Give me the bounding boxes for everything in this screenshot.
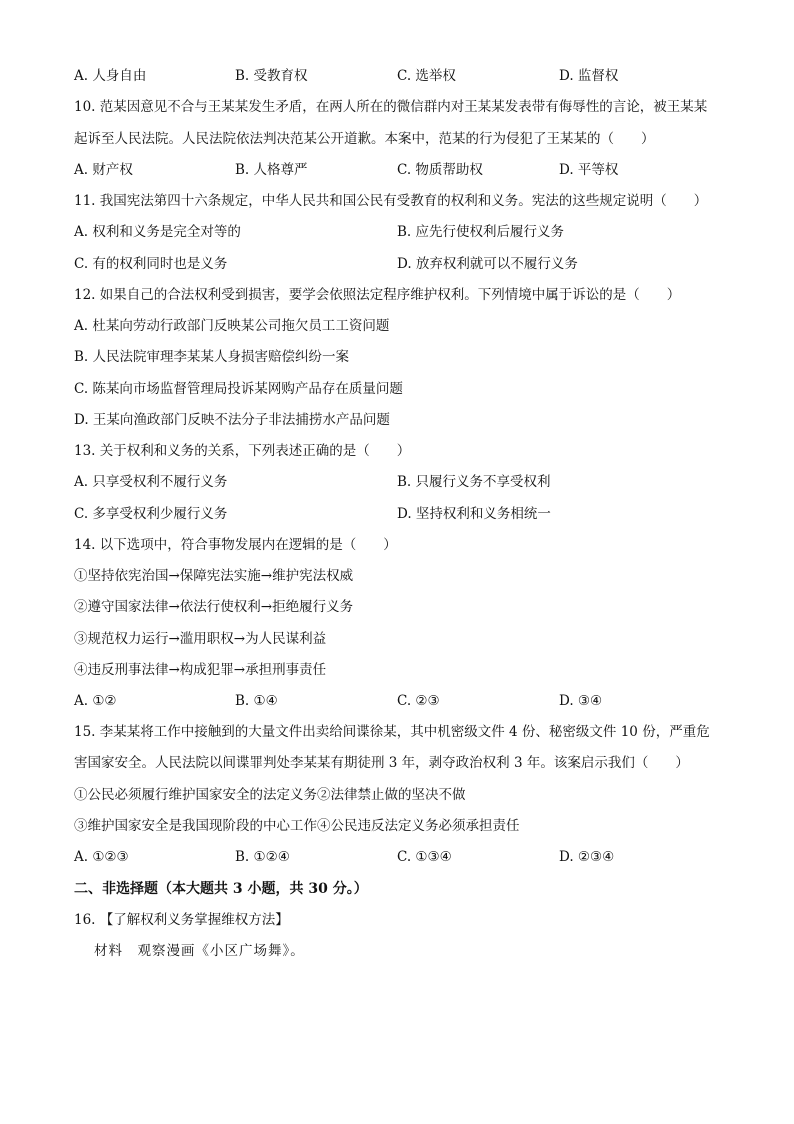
q12-option-c: C. 陈某向市场监督管理局投诉某网购产品存在质量问题: [74, 381, 403, 397]
q12-option-a: A. 杜某向劳动行政部门反映某公司拖欠员工工资问题: [74, 318, 390, 334]
section-2-heading: 二、非选择题（本大题共 3 小题，共 30 分。）: [74, 881, 368, 897]
q9-option-c: C. 选举权: [397, 68, 456, 84]
q13-option-b: B. 只履行义务不享受权利: [397, 474, 551, 490]
q15-item-line1: ①公民必须履行维护国家安全的法定义务②法律禁止做的坚决不做: [74, 787, 466, 803]
q14-option-b: B. ①④: [235, 693, 278, 709]
q9-option-a: A. 人身自由: [74, 68, 147, 84]
q10-option-c: C. 物质帮助权: [397, 162, 483, 178]
q11-stem: 11. 我国宪法第四十六条规定，中华人民共和国公民有受教育的权利和义务。宪法的这些规定说明（ ）: [74, 193, 708, 209]
q13-option-c: C. 多享受权利少履行义务: [74, 506, 228, 522]
q14-option-d: D. ③④: [559, 693, 603, 709]
q14-item-3: ③规范权力运行→滥用职权→为人民谋利益: [74, 631, 327, 647]
q15-item-line2: ③维护国家安全是我国现阶段的中心工作④公民违反法定义务必须承担责任: [74, 818, 520, 834]
q15-option-d: D. ②③④: [559, 849, 615, 865]
q12-stem: 12. 如果自己的合法权利受到损害，要学会依照法定程序维护权利。下列情境中属于诉讼的是（ ）: [74, 287, 681, 303]
q12-option-b: B. 人民法院审理李某某人身损害赔偿纠纷一案: [74, 349, 350, 365]
q11-option-c: C. 有的权利同时也是义务: [74, 256, 228, 272]
q12-option-d: D. 王某向渔政部门反映不法分子非法捕捞水产品问题: [74, 412, 390, 428]
q15-option-a: A. ①②③: [74, 849, 129, 865]
q11-option-a: A. 权利和义务是完全对等的: [74, 224, 241, 240]
q10-option-a: A. 财产权: [74, 162, 133, 178]
q14-item-4: ④违反刑事法律→构成犯罪→承担刑事责任: [74, 662, 327, 678]
q11-option-b: B. 应先行使权利后履行义务: [397, 224, 565, 240]
q9-option-b: B. 受教育权: [235, 68, 308, 84]
q13-stem: 13. 关于权利和义务的关系，下列表述正确的是（ ）: [74, 443, 411, 459]
q15-option-c: C. ①③④: [397, 849, 452, 865]
q10-stem-line2: 起诉至人民法院。人民法院依法判决范某公开道歉。本案中，范某的行为侵犯了王某某的（ ）: [74, 131, 655, 147]
q14-option-a: A. ①②: [74, 693, 117, 709]
q10-option-d: D. 平等权: [559, 162, 619, 178]
q14-stem: 14. 以下选项中，符合事物发展内在逻辑的是（ ）: [74, 537, 397, 553]
q10-stem-line1: 10. 范某因意见不合与王某某发生矛盾，在两人所在的微信群内对王某某发表带有侮辱性的言论，被王某某: [74, 99, 708, 115]
q15-stem-line1: 15. 李某某将工作中接触到的大量文件出卖给间谍徐某，其中机密级文件 4 份、秘密级文件 10 份，严重危: [74, 724, 710, 740]
q14-item-2: ②遵守国家法律→依法行使权利→拒绝履行义务: [74, 599, 354, 615]
q16-title: 16. 【了解权利义务掌握维权方法】: [74, 912, 289, 928]
q15-stem-line2: 害国家安全。人民法院以间谍罪判处李某某有期徒刑 3 年，剥夺政治权利 3 年。该案启示我们（ ）: [74, 755, 689, 771]
q13-option-d: D. 坚持权利和义务相统一: [397, 506, 551, 522]
q16-material: 材料 观察漫画《小区广场舞》。: [94, 943, 305, 959]
q14-item-1: ①坚持依宪治国→保障宪法实施→维护宪法权威: [74, 568, 354, 584]
q11-option-d: D. 放弃权利就可以不履行义务: [397, 256, 578, 272]
q9-option-d: D. 监督权: [559, 68, 619, 84]
q10-option-b: B. 人格尊严: [235, 162, 308, 178]
q15-option-b: B. ①②④: [235, 849, 290, 865]
q13-option-a: A. 只享受权利不履行义务: [74, 474, 228, 490]
q14-option-c: C. ②③: [397, 693, 440, 709]
